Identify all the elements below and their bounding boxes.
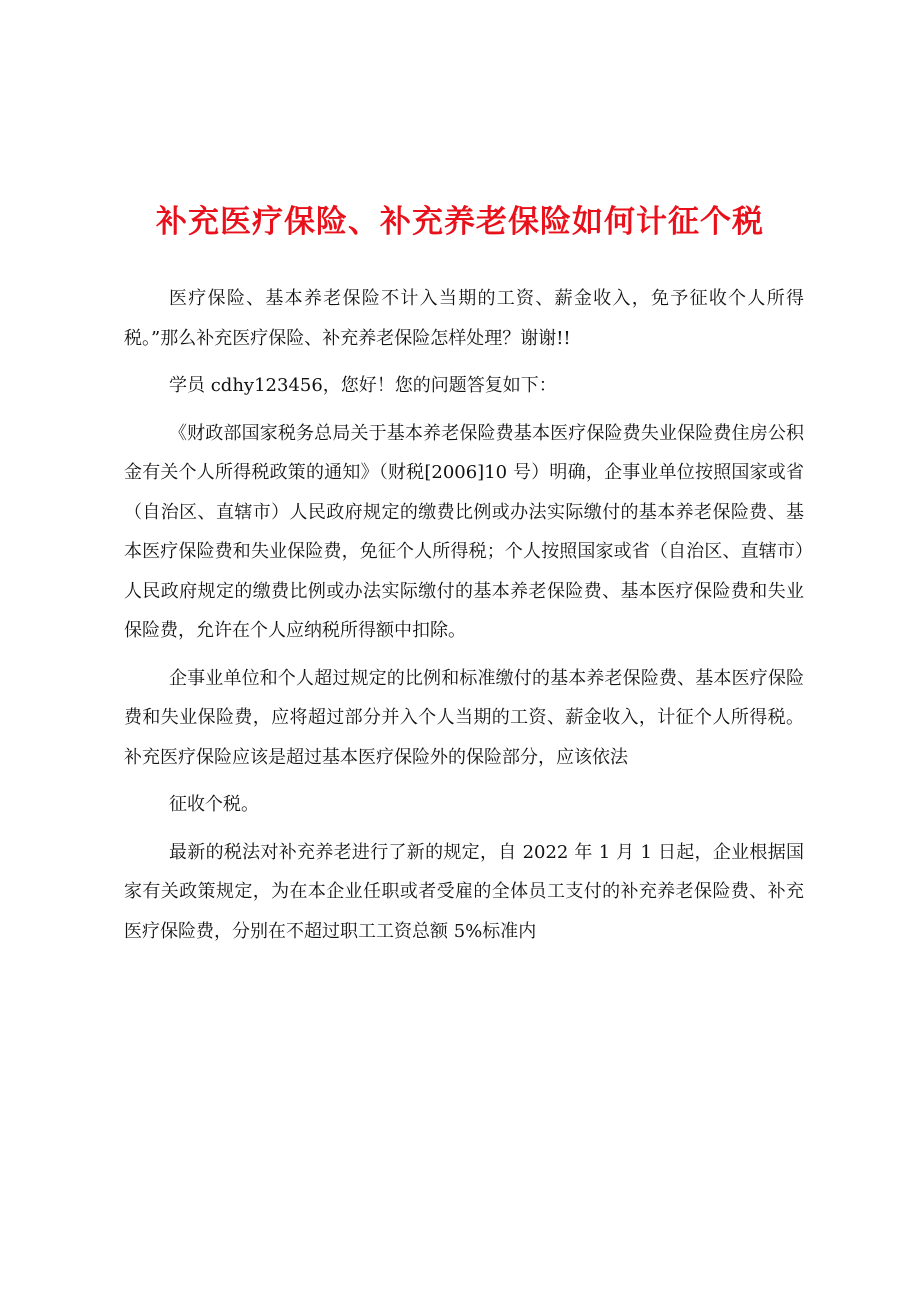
paragraph-greeting: 学员 cdhy123456，您好！您的问题答复如下： — [169, 375, 557, 396]
paragraph-excess-contribution: 企事业单位和个人超过规定的比例和标准缴付的基本养老保险费、基本医疗保险费和失业保险费，应将超过部分并入个人当期的工资、薪金收入，计征个人所得税。补充医疗保险应该是超过基本医疗保险外的保险部分，应该依法 — [124, 667, 804, 768]
document-body — [124, 279, 804, 951]
document-title: 补充医疗保险、补充养老保险如何计征个税 — [156, 204, 764, 240]
paragraph-tax-collection: 征收个税。 — [169, 794, 259, 815]
paragraph-new-tax-law: 最新的税法对补充养老进行了新的规定，自 2022 年 1 月 1 日起，企业根据国家有关政策规定，为在本企业任职或者受雇的全体员工支付的补充养老保险费、补充医疗保险费，分别在不超过职工工资总额 5%标准内 — [124, 841, 804, 942]
paragraph-question: 医疗保险、基本养老保险不计入当期的工资、薪金收入，免予征收个人所得税。”那么补充医疗保险、补充养老保险怎样处理？谢谢!! — [124, 288, 804, 349]
paragraph-policy-notice: 《财政部国家税务总局关于基本养老保险费基本医疗保险费失业保险费住房公积金有关个人所得税政策的通知》（财税[2006]10 号）明确，企事业单位按照国家或省（自治区、直辖市）人民政府规定的缴费比例或办法实际缴付的基本养老保险费、基本医疗保险费和失业保险费，免征个人所得税；个人按照国家或省（自治区、直辖市）人民政府规定的缴费比例或办法实际缴付的基本养老保险费、基本医疗保险费和失业保险费，允许在个人应纳税所得额中扣除。 — [124, 422, 804, 641]
